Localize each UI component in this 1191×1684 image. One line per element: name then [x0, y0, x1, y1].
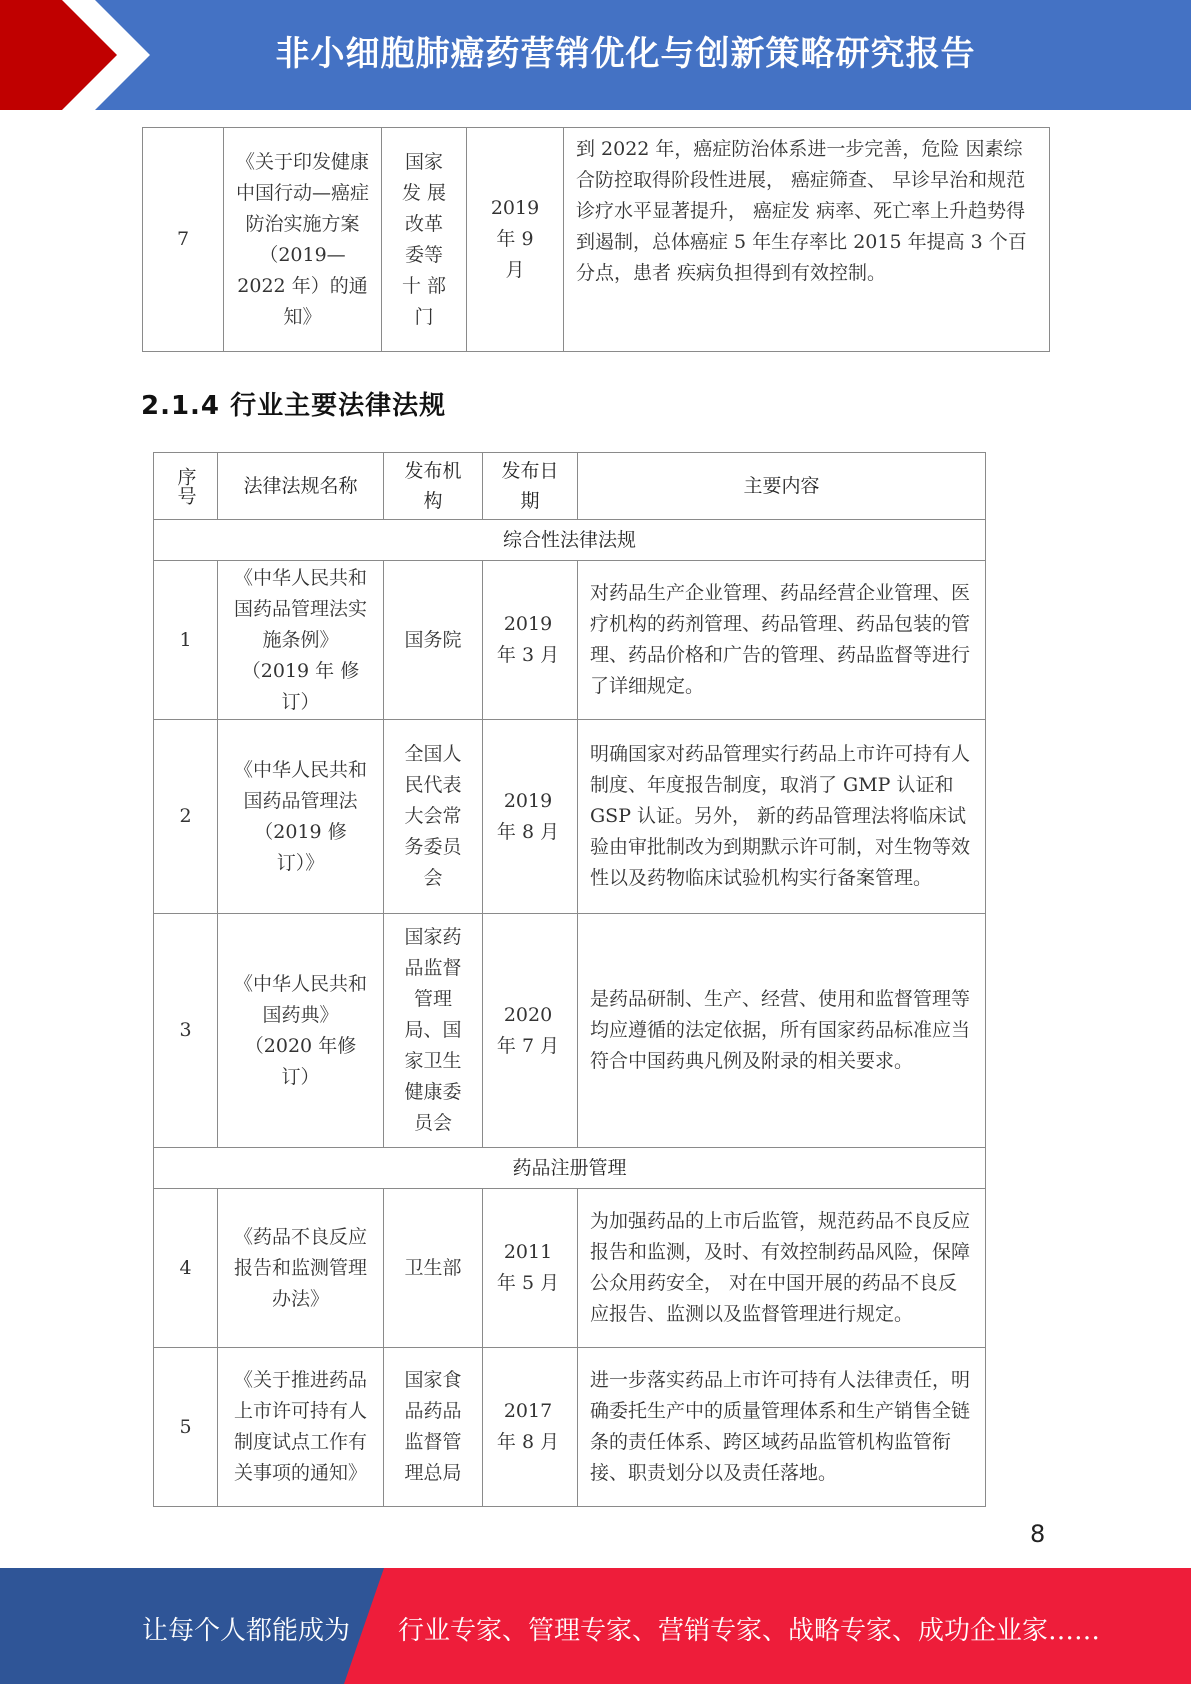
row-number: 2 — [154, 720, 218, 914]
main-content: 是药品研制、生产、经营、使用和监督管理等均应遵循的法定依据，所有国家药品标准应当符合中国药典凡例及附录的相关要求。 — [578, 914, 986, 1148]
main-content: 进一步落实药品上市许可持有人法律责任，明确委托生产中的质量管理体系和生产销售全链条的责任体系、跨区域药品监管机构监管衔接、职责划分以及责任落地。 — [578, 1348, 986, 1507]
issuing-organization: 国家食品药品监督管理总局 — [384, 1348, 483, 1507]
header-date: 发布日期 — [483, 453, 578, 520]
laws-table — [153, 452, 986, 1507]
header-content: 主要内容 — [578, 453, 986, 520]
issue-date: 2017 年 8 月 — [483, 1348, 578, 1507]
header-law-name: 法律法规名称 — [218, 453, 384, 520]
category-row — [154, 520, 986, 561]
main-content: 为加强药品的上市后监管，规范药品不良反应报告和监测，及时、有效控制药品风险，保障公众用药安全， 对在中国开展的药品不良反应报告、监测以及监督管理进行规定。 — [578, 1189, 986, 1348]
main-content: 到 2022 年，癌症防治体系进一步完善，危险 因素综合防控取得阶段性进展， 癌症筛查、 早诊早治和规范诊疗水平显著提升， 癌症发 病率、死亡率上升趋势得到遏制，总体癌症 5 年生存率比 2015 年提高 3 个百分点，患者 疾病负担得到有效控制。 — [564, 128, 1050, 352]
issuing-organization: 卫生部 — [384, 1189, 483, 1348]
issuing-organization: 国家药品监督管理局、国家卫生健康委员会 — [384, 914, 483, 1148]
issue-date: 2019 年 3 月 — [483, 561, 578, 720]
section-heading: 2.1.4 行业主要法律法规 — [141, 391, 447, 421]
row-number: 7 — [143, 128, 224, 352]
table-row — [143, 128, 1050, 352]
law-name: 《药品不良反应报告和监测管理办法》 — [218, 1189, 384, 1348]
law-name: 《中华人民共和国药典》（2020 年修订） — [218, 914, 384, 1148]
header-number: 序号 — [154, 453, 218, 520]
report-title: 非小细胞肺癌药营销优化与创新策略研究报告 — [275, 34, 976, 74]
issuing-organization: 国家发 展改革委等十 部门 — [382, 128, 467, 352]
table-row — [154, 1348, 986, 1507]
footer-slogan-right: 行业专家、管理专家、营销专家、战略专家、成功企业家…… — [398, 1616, 1101, 1646]
page-number: 8 — [1030, 1520, 1046, 1548]
table-row — [154, 720, 986, 914]
category-title: 药品注册管理 — [154, 1148, 986, 1189]
footer-slogan-left: 让每个人都能成为 — [142, 1616, 351, 1646]
issue-date: 2019 年 8 月 — [483, 720, 578, 914]
issuing-organization: 全国人民代表大会常务委员会 — [384, 720, 483, 914]
row-number: 3 — [154, 914, 218, 1148]
category-title: 综合性法律法规 — [154, 520, 986, 561]
row-number: 1 — [154, 561, 218, 720]
row-number: 5 — [154, 1348, 218, 1507]
main-content: 明确国家对药品管理实行药品上市许可持有人制度、年度报告制度，取消了 GMP 认证和 GSP 认证。另外， 新的药品管理法将临床试验由审批制改为到期默示许可制，对生物等效性以及药物临床试验机构实行备案管理。 — [578, 720, 986, 914]
header-org: 发布机构 — [384, 453, 483, 520]
table-header-row — [154, 453, 986, 520]
policy-table-continued — [142, 127, 1050, 352]
table-row — [154, 914, 986, 1148]
law-name: 《关于推进药品上市许可持有人制度试点工作有关事项的通知》 — [218, 1348, 384, 1507]
page-header — [0, 0, 1191, 110]
page-footer — [0, 1568, 1191, 1684]
issue-date: 2011 年 5 月 — [483, 1189, 578, 1348]
issue-date: 2019 年 9 月 — [467, 128, 564, 352]
row-number: 4 — [154, 1189, 218, 1348]
category-row — [154, 1148, 986, 1189]
table-row — [154, 1189, 986, 1348]
main-content: 对药品生产企业管理、药品经营企业管理、医疗机构的药剂管理、药品管理、药品包装的管理、药品价格和广告的管理、药品监督等进行了详细规定。 — [578, 561, 986, 720]
policy-name: 《关于印发健康中国行动—癌症防治实施方案（2019—2022 年）的通 知》 — [224, 128, 382, 352]
issue-date: 2020 年 7 月 — [483, 914, 578, 1148]
law-name: 《中华人民共和国药品管理法实施条例》（2019 年 修 订） — [218, 561, 384, 720]
law-name: 《中华人民共和国药品管理法（2019 修 订）》 — [218, 720, 384, 914]
issuing-organization: 国务院 — [384, 561, 483, 720]
table-row — [154, 561, 986, 720]
